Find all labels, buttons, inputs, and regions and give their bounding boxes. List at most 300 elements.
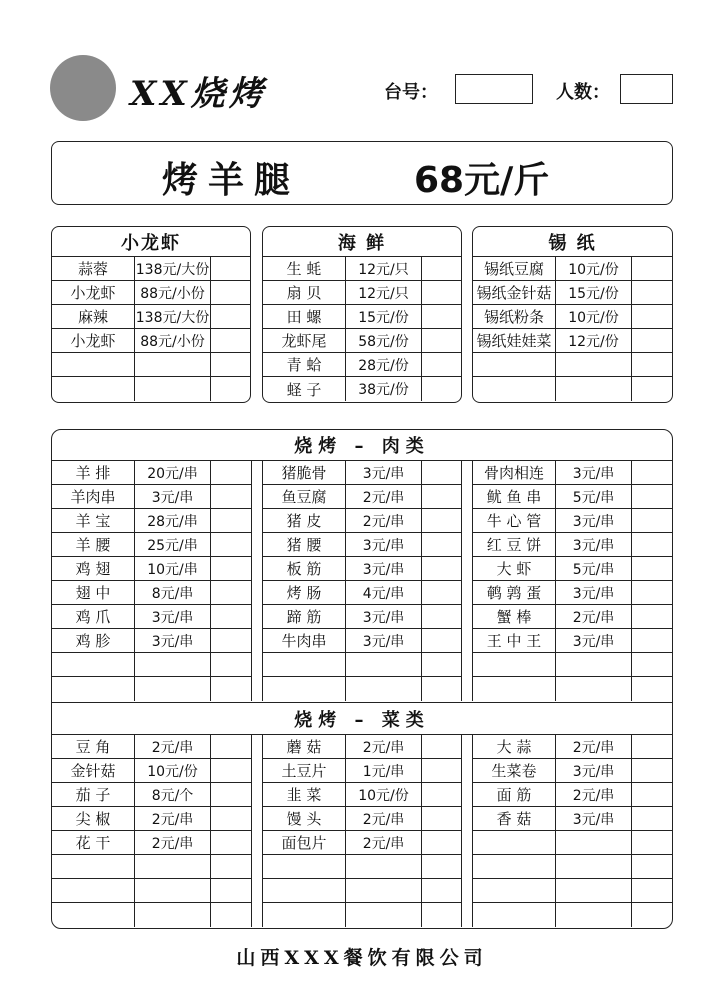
item-price: 3元/串: [345, 557, 421, 580]
item-name: 鸡 翅: [75, 560, 111, 578]
item-price: 2元/串: [555, 735, 631, 758]
item-price: 5元/串: [555, 557, 631, 580]
item-price: 3元/串: [345, 629, 421, 652]
quantity-cell[interactable]: [421, 329, 461, 352]
item-price: [345, 677, 421, 701]
item-price: [555, 903, 631, 927]
item-price: 4元/串: [345, 581, 421, 604]
item-price: 2元/串: [555, 605, 631, 628]
item-price: 1元/串: [345, 759, 421, 782]
item-name: 猪 腰: [286, 536, 322, 554]
menu-row: [263, 759, 461, 783]
quantity-cell[interactable]: [631, 305, 672, 328]
item-name: 大 蒜: [496, 738, 532, 756]
menu-row: [473, 605, 673, 629]
item-name: 锡纸娃娃菜: [476, 332, 552, 350]
quantity-cell[interactable]: [210, 783, 251, 806]
item-name: 羊 宝: [75, 512, 111, 530]
quantity-cell[interactable]: [210, 329, 250, 352]
item-price: [345, 879, 421, 902]
company-name: 山西XXX餐饮有限公司: [236, 947, 488, 969]
item-name: [52, 855, 134, 878]
menu-row: [263, 305, 461, 329]
item-price: 2元/串: [345, 807, 421, 830]
quantity-cell[interactable]: [210, 257, 250, 280]
menu-row: [263, 281, 461, 305]
menu-row: [263, 461, 461, 485]
quantity-cell[interactable]: [421, 557, 461, 580]
item-price: 2元/串: [345, 831, 421, 854]
item-name: 翅 中: [75, 584, 111, 602]
quantity-cell[interactable]: [631, 509, 673, 532]
item-name: [263, 879, 345, 902]
menu-row: [263, 831, 461, 855]
item-price: [134, 903, 210, 927]
item-name: [52, 677, 134, 701]
menu-row: [473, 831, 673, 855]
brand-title: XX烧烤: [130, 74, 267, 114]
item-name: [52, 653, 134, 676]
item-price: 3元/串: [345, 461, 421, 484]
item-price: [555, 855, 631, 878]
item-price: 3元/串: [555, 807, 631, 830]
quantity-cell[interactable]: [210, 353, 250, 376]
item-name: 牛肉串: [281, 632, 327, 650]
menu-row: [473, 879, 673, 903]
item-price: [555, 879, 631, 902]
item-price: 138元/大份: [134, 305, 210, 328]
menu-row: [473, 461, 673, 485]
quantity-cell[interactable]: [210, 677, 251, 701]
menu-row: [473, 509, 673, 533]
item-name: 蘑 菇: [286, 738, 322, 756]
section-divider: [52, 702, 672, 703]
item-price: 2元/串: [345, 485, 421, 508]
item-name: [52, 903, 134, 927]
menu-row: [52, 509, 251, 533]
item-name: 花 干: [75, 834, 111, 852]
menu-row: [52, 783, 251, 807]
menu-row: [52, 461, 251, 485]
menu-row: [473, 329, 672, 353]
item-name: [473, 377, 555, 401]
menu-row: [473, 735, 673, 759]
quantity-cell[interactable]: [210, 557, 251, 580]
menu-row: [52, 831, 251, 855]
item-price: [134, 653, 210, 676]
guest-count-field[interactable]: [620, 74, 673, 104]
table-number-field[interactable]: [455, 74, 533, 104]
menu-row: [473, 653, 673, 677]
item-price: 3元/串: [555, 509, 631, 532]
item-price: 3元/串: [555, 581, 631, 604]
menu-header: [0, 0, 724, 130]
item-price: 138元/大份: [134, 257, 210, 280]
menu-row: [263, 257, 461, 281]
item-price: [555, 653, 631, 676]
menu-row: [473, 903, 673, 927]
item-price: 38元/份: [345, 377, 421, 401]
item-price: 3元/串: [345, 533, 421, 556]
item-price: [345, 653, 421, 676]
quantity-cell[interactable]: [421, 485, 461, 508]
item-price: 28元/份: [345, 353, 421, 376]
item-price: 3元/串: [555, 759, 631, 782]
menu-row: [263, 605, 461, 629]
menu-row: [263, 653, 461, 677]
menu-row: [263, 903, 461, 927]
item-name: 羊 排: [75, 464, 111, 482]
menu-row: [52, 879, 251, 903]
quantity-cell[interactable]: [421, 629, 461, 652]
menu-row: [263, 533, 461, 557]
item-name: 扇 贝: [286, 284, 322, 302]
item-name: 蟹 棒: [496, 608, 532, 626]
item-price: 20元/串: [134, 461, 210, 484]
menu-row: [52, 629, 251, 653]
quantity-cell[interactable]: [631, 855, 673, 878]
quantity-cell[interactable]: [631, 257, 672, 280]
menu-row: [52, 353, 250, 377]
menu-row: [473, 581, 673, 605]
quantity-cell[interactable]: [421, 653, 461, 676]
item-name: 面 筋: [496, 786, 532, 804]
item-price: 88元/小份: [134, 329, 210, 352]
guest-count-label: 人数：: [556, 82, 610, 103]
menu-row: [263, 783, 461, 807]
quantity-cell[interactable]: [421, 735, 461, 758]
menu-row: [52, 759, 251, 783]
item-price: 10元/串: [134, 557, 210, 580]
quantity-cell[interactable]: [631, 735, 673, 758]
quantity-cell[interactable]: [631, 629, 673, 652]
menu-row: [263, 329, 461, 353]
item-name: [263, 677, 345, 701]
item-name: 生菜卷: [491, 762, 537, 780]
menu-row: [52, 281, 250, 305]
item-price: 10元/份: [345, 783, 421, 806]
item-price: 10元/份: [555, 305, 631, 328]
veg-column: [262, 735, 462, 927]
quantity-cell[interactable]: [421, 257, 461, 280]
quantity-cell[interactable]: [631, 605, 673, 628]
quantity-cell[interactable]: [421, 353, 461, 376]
item-name: 锡纸金针菇: [476, 284, 552, 302]
menu-row: [52, 329, 250, 353]
item-price: 10元/份: [134, 759, 210, 782]
item-name: 王 中 王: [486, 632, 542, 650]
veg-column: [52, 735, 252, 927]
quantity-cell[interactable]: [210, 855, 251, 878]
quantity-cell[interactable]: [421, 605, 461, 628]
item-name: [473, 831, 555, 854]
menu-row: [473, 485, 673, 509]
item-price: 12元/份: [555, 329, 631, 352]
item-price: [134, 377, 210, 401]
menu-row: [52, 653, 251, 677]
quantity-cell[interactable]: [210, 461, 251, 484]
menu-row: [263, 509, 461, 533]
quantity-cell[interactable]: [421, 855, 461, 878]
item-name: [52, 879, 134, 902]
category-foil-grilled: [472, 226, 673, 403]
item-price: 3元/串: [134, 629, 210, 652]
menu-row: [52, 605, 251, 629]
item-name: 小龙虾: [70, 284, 116, 302]
quantity-cell[interactable]: [210, 485, 251, 508]
quantity-cell[interactable]: [210, 281, 250, 304]
item-name: 田 螺: [286, 308, 322, 326]
item-name: 小龙虾: [70, 332, 116, 350]
menu-row: [52, 305, 250, 329]
quantity-cell[interactable]: [631, 353, 672, 376]
quantity-cell[interactable]: [631, 879, 673, 902]
veg-column: [472, 735, 673, 927]
item-name: 烤 肠: [286, 584, 322, 602]
quantity-cell[interactable]: [421, 879, 461, 902]
menu-row: [473, 677, 673, 701]
menu-row: [52, 257, 250, 281]
featured-item-banner: [51, 141, 673, 205]
item-price: 58元/份: [345, 329, 421, 352]
quantity-cell[interactable]: [210, 879, 251, 902]
quantity-cell[interactable]: [210, 831, 251, 854]
menu-row: [263, 629, 461, 653]
item-name: 蛏 子: [286, 380, 322, 399]
quantity-cell[interactable]: [631, 831, 673, 854]
menu-row: [263, 735, 461, 759]
menu-row: [473, 257, 672, 281]
item-price: 8元/个: [134, 783, 210, 806]
item-price: [134, 353, 210, 376]
quantity-cell[interactable]: [421, 509, 461, 532]
item-price: 2元/串: [134, 735, 210, 758]
menu-row: [263, 879, 461, 903]
quantity-cell[interactable]: [631, 377, 672, 401]
item-name: [52, 377, 134, 401]
item-price: 12元/只: [345, 281, 421, 304]
menu-row: [52, 735, 251, 759]
quantity-cell[interactable]: [421, 377, 461, 401]
quantity-cell[interactable]: [421, 281, 461, 304]
item-name: 鸡 胗: [75, 632, 111, 650]
item-name: 羊肉串: [70, 488, 116, 506]
item-price: 3元/串: [134, 485, 210, 508]
featured-item-name: 烤羊腿: [162, 160, 301, 201]
item-price: 15元/份: [555, 281, 631, 304]
quantity-cell[interactable]: [210, 629, 251, 652]
item-price: [555, 677, 631, 701]
menu-row: [263, 581, 461, 605]
menu-row: [473, 353, 672, 377]
item-name: 土豆片: [281, 762, 327, 780]
category-title: 小龙虾: [52, 227, 250, 257]
item-price: [134, 855, 210, 878]
item-price: 2元/串: [345, 735, 421, 758]
logo-circle: [50, 55, 116, 121]
menu-row: [473, 281, 672, 305]
item-name: [473, 903, 555, 927]
quantity-cell[interactable]: [421, 759, 461, 782]
item-name: 香 菇: [496, 810, 532, 828]
menu-row: [263, 485, 461, 509]
menu-row: [263, 807, 461, 831]
quantity-cell[interactable]: [631, 903, 673, 927]
menu-row: [263, 353, 461, 377]
quantity-cell[interactable]: [421, 581, 461, 604]
quantity-cell[interactable]: [421, 807, 461, 830]
meat-column: [262, 461, 462, 701]
item-name: 板 筋: [286, 560, 322, 578]
menu-row: [473, 305, 672, 329]
section-title-vegetable: 烧烤 – 菜类: [294, 710, 430, 731]
quantity-cell[interactable]: [421, 831, 461, 854]
item-name: 面包片: [281, 834, 327, 852]
item-name: 豆 角: [75, 738, 111, 756]
item-name: 蒜蓉: [77, 260, 108, 278]
item-price: [555, 377, 631, 401]
item-price: [345, 903, 421, 927]
item-price: [345, 855, 421, 878]
menu-row: [473, 783, 673, 807]
item-price: 12元/只: [345, 257, 421, 280]
quantity-cell[interactable]: [421, 305, 461, 328]
table-number-label: 台号：: [384, 82, 438, 103]
category-crayfish: [51, 226, 251, 403]
quantity-cell[interactable]: [631, 783, 673, 806]
item-price: 3元/串: [134, 605, 210, 628]
item-name: 茄 子: [75, 786, 111, 804]
quantity-cell[interactable]: [631, 281, 672, 304]
item-price: 28元/串: [134, 509, 210, 532]
quantity-cell[interactable]: [421, 677, 461, 701]
quantity-cell[interactable]: [210, 581, 251, 604]
quantity-cell[interactable]: [210, 807, 251, 830]
item-price: 3元/串: [555, 629, 631, 652]
menu-row: [52, 581, 251, 605]
quantity-cell[interactable]: [631, 759, 673, 782]
quantity-cell[interactable]: [421, 461, 461, 484]
quantity-cell[interactable]: [421, 903, 461, 927]
menu-row: [52, 557, 251, 581]
quantity-cell[interactable]: [210, 903, 251, 927]
item-price: 15元/份: [345, 305, 421, 328]
item-name: 青 蛤: [286, 356, 322, 374]
item-name: [473, 879, 555, 902]
item-name: 猪脆骨: [281, 464, 327, 482]
quantity-cell[interactable]: [631, 581, 673, 604]
item-price: [134, 879, 210, 902]
item-price: 5元/串: [555, 485, 631, 508]
item-name: 牛 心 管: [486, 512, 542, 530]
quantity-cell[interactable]: [631, 557, 673, 580]
item-price: 10元/份: [555, 257, 631, 280]
quantity-cell[interactable]: [631, 485, 673, 508]
quantity-cell[interactable]: [210, 735, 251, 758]
meat-column: [472, 461, 673, 701]
menu-row: [52, 485, 251, 509]
menu-row: [473, 557, 673, 581]
item-name: [473, 855, 555, 878]
quantity-cell[interactable]: [210, 305, 250, 328]
menu-row: [473, 759, 673, 783]
menu-row: [473, 629, 673, 653]
bbq-menu-panel: [51, 429, 673, 929]
item-price: 3元/串: [555, 533, 631, 556]
quantity-cell[interactable]: [631, 653, 673, 676]
quantity-cell[interactable]: [421, 783, 461, 806]
item-name: 龙虾尾: [281, 332, 327, 350]
item-name: 锡纸粉条: [483, 308, 544, 326]
quantity-cell[interactable]: [631, 329, 672, 352]
meat-column: [52, 461, 252, 701]
quantity-cell[interactable]: [631, 461, 673, 484]
item-price: 2元/串: [134, 831, 210, 854]
item-price: 8元/串: [134, 581, 210, 604]
item-name: 蹄 筋: [286, 608, 322, 626]
item-name: 韭 菜: [286, 786, 322, 804]
quantity-cell[interactable]: [631, 533, 673, 556]
quantity-cell[interactable]: [421, 533, 461, 556]
item-name: 鹌 鹑 蛋: [486, 584, 542, 602]
menu-row: [52, 677, 251, 701]
item-name: 骨肉相连: [483, 464, 544, 482]
quantity-cell[interactable]: [210, 605, 251, 628]
item-price: 25元/串: [134, 533, 210, 556]
quantity-cell[interactable]: [631, 807, 673, 830]
item-name: 猪 皮: [286, 512, 322, 530]
quantity-cell[interactable]: [210, 759, 251, 782]
item-price: 88元/小份: [134, 281, 210, 304]
item-name: 鱼豆腐: [281, 488, 327, 506]
category-seafood: [262, 226, 462, 403]
quantity-cell[interactable]: [210, 509, 251, 532]
quantity-cell[interactable]: [631, 677, 673, 701]
item-name: 红 豆 饼: [486, 536, 542, 554]
category-title: 锡 纸: [473, 227, 672, 257]
menu-row: [473, 377, 672, 401]
menu-row: [263, 677, 461, 701]
category-title: 海 鲜: [263, 227, 461, 257]
quantity-cell[interactable]: [210, 377, 250, 401]
item-name: 生 蚝: [286, 260, 322, 278]
item-name: [473, 677, 555, 701]
item-name: [263, 653, 345, 676]
menu-row: [473, 533, 673, 557]
menu-row: [263, 377, 461, 401]
item-price: [134, 677, 210, 701]
item-name: 羊 腰: [75, 536, 111, 554]
item-price: 2元/串: [345, 509, 421, 532]
menu-row: [263, 557, 461, 581]
item-price: 3元/串: [555, 461, 631, 484]
item-name: 锡纸豆腐: [483, 260, 544, 278]
item-name: 鸡 爪: [75, 608, 111, 626]
featured-item-price: 68元/斤: [414, 160, 550, 201]
quantity-cell[interactable]: [210, 533, 251, 556]
item-price: 2元/串: [555, 783, 631, 806]
quantity-cell[interactable]: [210, 653, 251, 676]
item-price: 2元/串: [134, 807, 210, 830]
item-name: [263, 903, 345, 927]
item-price: 3元/串: [345, 605, 421, 628]
section-title-meat: 烧烤 – 肉类: [294, 436, 430, 457]
menu-row: [52, 903, 251, 927]
item-name: 金针菇: [70, 762, 116, 780]
item-name: 尖 椒: [75, 810, 111, 828]
item-name: 鱿 鱼 串: [486, 488, 542, 506]
item-name: [52, 353, 134, 376]
